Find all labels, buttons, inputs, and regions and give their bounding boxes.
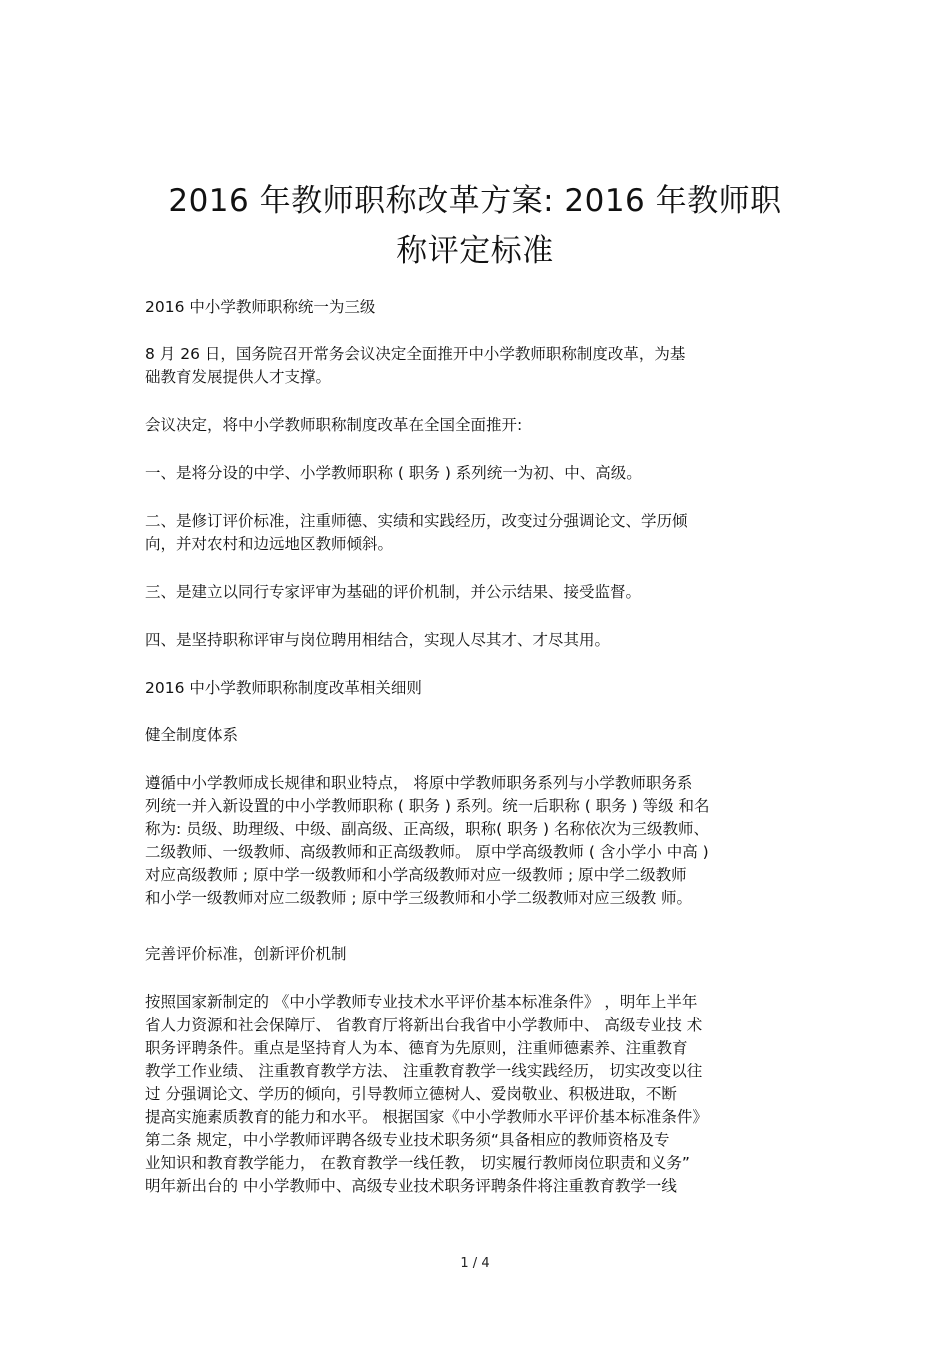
paragraph-line: 遵循中小学教师成长规律和职业特点， 将原中学教师职务系列与小学教师职务系 <box>145 774 693 792</box>
paragraph-line: 一、是将分设的中学、小学教师职称 ( 职务 ) 系列统一为初、中、高级。 <box>145 464 642 482</box>
paragraph-line: 8 月 26 日，国务院召开常务会议决定全面推开中小学教师职称制度改革，为基 <box>145 345 686 363</box>
paragraph-line: 健全制度体系 <box>145 726 239 744</box>
paragraph-line: 称为: 员级、助理级、中级、副高级、正高级，职称( 职务 ) 名称依次为三级教师、 <box>145 820 710 838</box>
paragraph-line: 第二条 规定，中小学教师评聘各级专业技术职务须“具备相应的教师资格及专 <box>145 1131 670 1149</box>
section-heading-system <box>145 724 810 747</box>
paragraph-line: 教学工作业绩、 注重教育教学方法、 注重教育教学一线实践经历， 切实改变以往 <box>145 1062 703 1080</box>
paragraph-point-two <box>145 510 810 556</box>
paragraph-line: 业知识和教育教学能力， 在教育教学一线任教， 切实履行教师岗位职责和义务” <box>145 1154 690 1172</box>
paragraph-line: 明年新出台的 中小学教师中、高级专业技术职务评聘条件将注重教育教学一线 <box>145 1177 677 1195</box>
paragraph-line: 过 分强调论文、学历的倾向，引导教师立德树人、爱岗敬业、积极进取，不断 <box>145 1085 677 1103</box>
paragraph-line: 会议决定，将中小学教师职称制度改革在全国全面推开: <box>145 416 523 434</box>
paragraph-line: 提高实施素质教育的能力和水平。 根据国家《中小学教师水平评价基本标准条件》 <box>145 1108 708 1126</box>
paragraph-point-one <box>145 462 810 485</box>
paragraph-line: 按照国家新制定的 《中小学教师专业技术水平评价基本标准条件》 ，明年上半年 <box>145 993 698 1011</box>
paragraph-line: 列统一并入新设置的中小学教师职称 ( 职务 ) 系列。统一后职称 ( 职务 ) 等级 和名 <box>145 797 710 815</box>
paragraph-line: 省人力资源和社会保障厅、 省教育厅将新出台我省中小学教师中、 高级专业技 术 <box>145 1016 703 1034</box>
paragraph-line: 础教育发展提供人才支撑。 <box>145 368 332 386</box>
paragraph-line: 完善评价标准，创新评价机制 <box>145 945 347 963</box>
paragraph-state-council-meeting <box>145 343 810 389</box>
paragraph-evaluation-standards <box>145 991 810 1198</box>
paragraph-line: 和小学一级教师对应二级教师 ; 原中学三级教师和小学二级教师对应三级教 师。 <box>145 889 693 907</box>
paragraph-line: 2016 中小学教师职称统一为三级 <box>145 298 376 316</box>
document-title-line-2: 称评定标准 <box>396 233 554 269</box>
paragraph-line: 对应高级教师 ; 原中学一级教师和小学高级教师对应一级教师 ; 原中学二级教师 <box>145 866 687 884</box>
page-number: 1 / 4 <box>460 1256 490 1271</box>
paragraph-point-four <box>145 629 810 652</box>
paragraph-line: 四、是坚持职称评审与岗位聘用相结合，实现人尽其才、才尽其用。 <box>145 631 611 649</box>
paragraph-subtitle-three-levels <box>145 296 810 319</box>
section-heading-evaluation <box>145 943 810 966</box>
paragraph-meeting-decision <box>145 414 810 437</box>
section-heading-detailed-rules <box>145 677 810 700</box>
paragraph-line: 2016 中小学教师职称制度改革相关细则 <box>145 679 422 697</box>
paragraph-line: 二、是修订评价标准，注重师德、实绩和实践经历，改变过分强调论文、学历倾 <box>145 512 688 530</box>
paragraph-point-three <box>145 581 810 604</box>
paragraph-title-system <box>145 772 810 910</box>
paragraph-line: 三、是建立以同行专家评审为基础的评价机制，并公示结果、接受监督。 <box>145 583 642 601</box>
document-title-line-1: 2016 年教师职称改革方案: 2016 年教师职 <box>168 183 782 219</box>
paragraph-line: 向，并对农村和边远地区教师倾斜。 <box>145 535 394 553</box>
paragraph-line: 二级教师、一级教师、高级教师和正高级教师。 原中学高级教师 ( 含小学小 中高 ) <box>145 843 709 861</box>
paragraph-line: 职务评聘条件。重点是坚持育人为本、德育为先原则，注重师德素养、注重教育 <box>145 1039 688 1057</box>
